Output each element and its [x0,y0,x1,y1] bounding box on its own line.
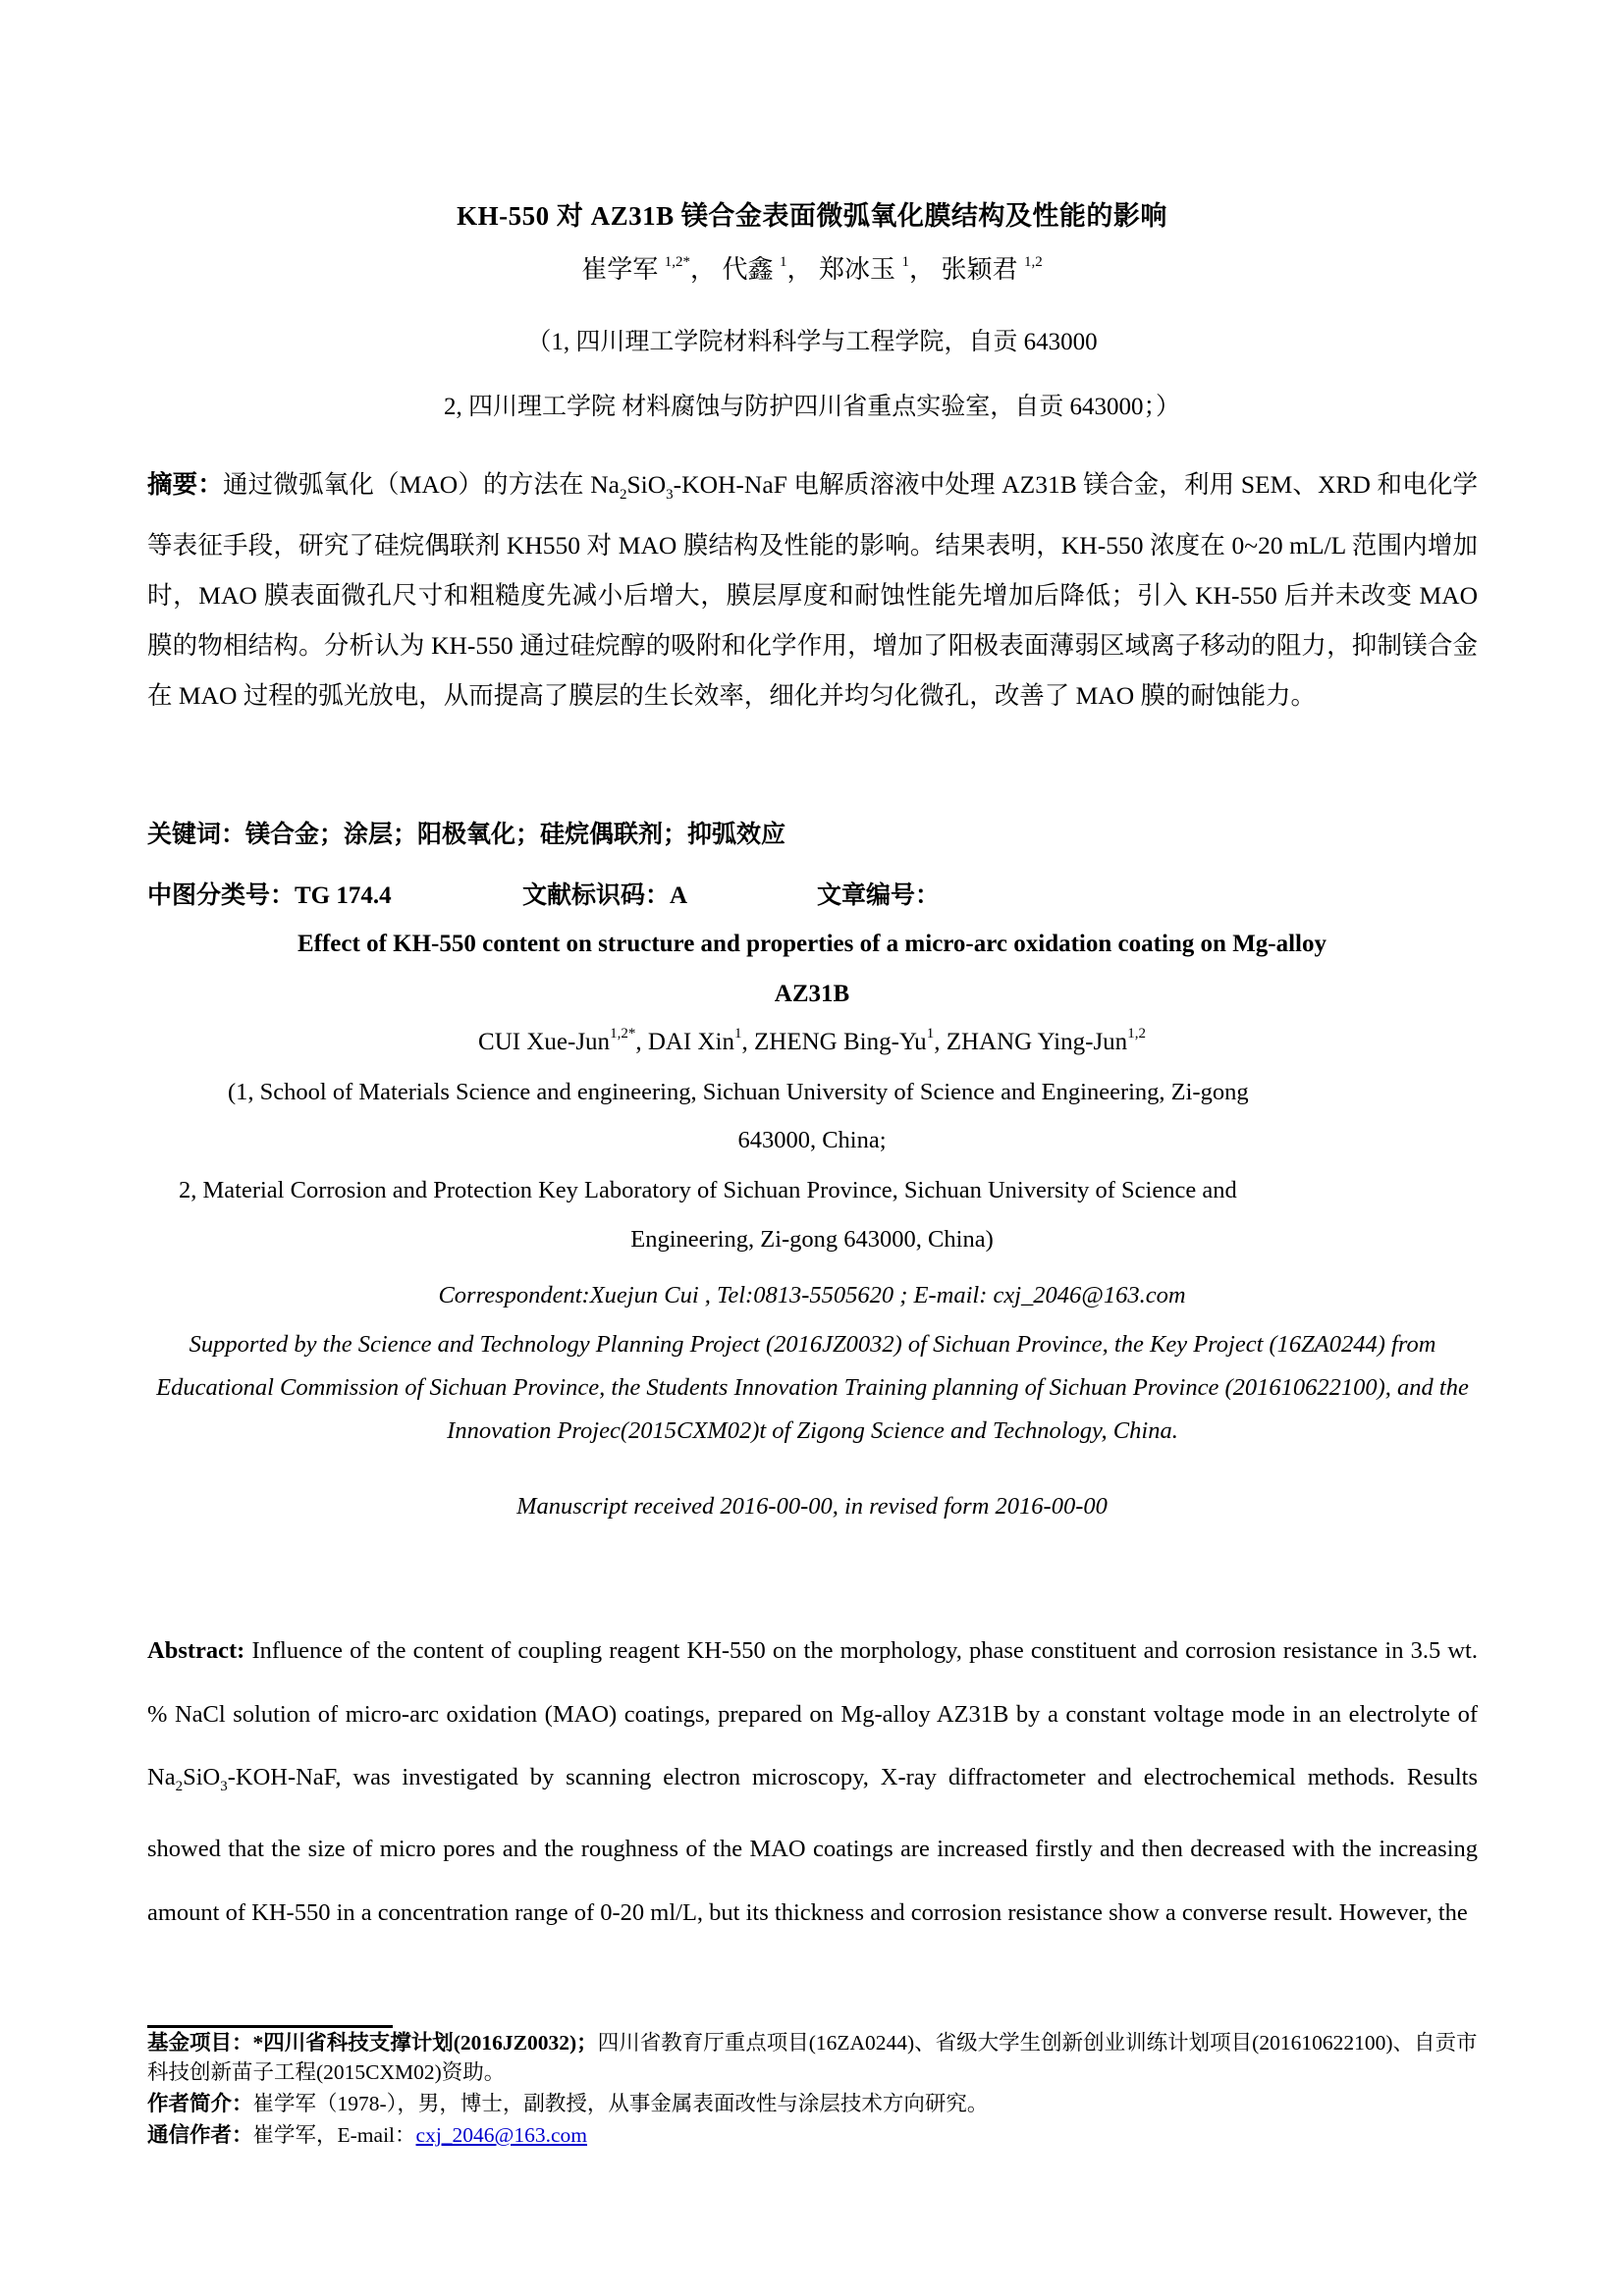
paper-title-en-line2: AZ31B [774,981,850,1007]
footnote-corresponding-author: 通信作者：崔学军，E-mail：cxj_2046@163.com [147,2123,587,2147]
affiliation-en-2-cont: Engineering, Zi-gong 643000, China) [630,1226,994,1253]
paper-title-cn: KH-550 对 AZ31B 镁合金表面微弧氧化膜结构及性能的影响 [457,201,1167,231]
author-cn: 张颖君 $^{1,2}$ [941,254,1043,284]
abstract-cn-label: 摘要： [147,470,224,499]
paper-title-en: Effect of KH-550 content on structure and properties of a micro-arc oxidation coating on Mg-alloy [297,931,1327,957]
author-en: CUI Xue-Jun$^{1,2*}$, [478,1026,648,1055]
author-en: ZHENG Bing-Yu$^1$, [754,1026,947,1055]
manuscript-dates: Manuscript received 2016-00-00, in revised form 2016-00-00 [516,1493,1108,1520]
classification-line [147,876,1483,911]
author-list-en [0,1026,1624,1056]
abstract-en-label: Abstract: [147,1637,245,1664]
author-en: ZHANG Ying-Jun$^{1,2}$ [946,1026,1146,1055]
author-cn: 代鑫 $^1$， [722,254,813,284]
affiliation-en-1: (1, School of Materials Science and engineering, Sichuan University of Science and Engineering, Zi-gong [228,1079,1249,1105]
affiliation-cn-2: 2, 四川理工学院 材料腐蚀与防护四川省重点实验室，自贡 643000；） [443,394,1180,420]
footnote-funding: 基金项目：*四川省科技支撑计划(2016JZ0032)；四川省教育厅重点项目(16ZA0244)、省级大学生创新创业训练计划项目(201610622100)、自贡市科技创新苗子工程(2015CXM02)资助。 [147,2031,1478,2084]
author-cn: 郑冰玉 $^1$， [819,254,936,284]
email-link[interactable]: cxj_2046@163.com [415,2123,587,2147]
affiliation-en-2: 2, Material Corrosion and Protection Key Laboratory of Sichuan Province, Sichuan University of Science and [179,1177,1237,1203]
footnote-author-bio: 作者简介：崔学军（1978-），男，博士，副教授，从事金属表面改性与涂层技术方向研究。 [147,2092,989,2115]
clc-number: 中图分类号：TG 174.4 [147,882,392,909]
document-code: 文献标识码：A [522,882,688,909]
author-list-cn [0,249,1624,286]
article-number: 文章编号： [817,882,941,909]
author-en: DAI Xin$^1$, [647,1026,754,1055]
abstract-cn: 摘要：通过微弧氧化（MAO）的方法在 $Na_2SiO_3-KOH$-NaF 电解质溶液中处理 AZ31B 镁合金，利用 SEM、XRD 和电化学等表征手段，研究了硅烷偶联剂 KH550 对 MAO 膜结构及性能的影响。结果表明，KH-550 浓度在 0~20 mL/L 范围内增加时，MAO 膜表面微孔尺寸和粗糙度先减小后增大，膜层厚度和耐蚀性能先增加后降低；引入 KH-550 后并未改变 MAO 膜的物相结构。分析认为 KH-550 通过硅烷醇的吸附和化学作用，增加了阳极表面薄弱区域离子移动的阻力，抑制镁合金在 MAO 过程的弧光放电，从而提高了膜层的生长效率，细化并均匀化微孔，改善了 MAO 膜的耐蚀能力。 [147,470,1478,711]
funding-statement: Supported by the Science and Technology Planning Project (2016JZ0032) of Sichuan Province, the Key Project (16ZA0244) from Educational Commission of Sichuan Province, the Students Innovation Training planning of Sichuan Province (201610622100), and the Innovation Projec(2015CXM02)t of Zigong Science and Technology, China. [156,1331,1469,1444]
author-cn: 崔学军 $^{1,2*}$， [581,254,716,284]
abstract-en: Abstract: Influence of the content of coupling reagent KH-550 on the morphology, phase constituent and corrosion resistance in 3.5 wt. % NaCl solution of micro-arc oxidation (MAO) coatings, prepared on Mg-alloy AZ31B by a constant voltage mode in an electrolyte of $Na_2SiO_3-KOH$-NaF, was investigated by scanning electron microscopy, X-ray diffractometer and electrochemical methods. Results showed that the size of micro pores and the roughness of the MAO coatings are increased firstly and then decreased with the increasing amount of KH-550 in a concentration range of 0-20 ml/L, but its thickness and corrosion resistance show a converse result. However, the [147,1637,1478,1926]
correspondent-info: Correspondent:Xuejun Cui , Tel:0813-5505620 ; E-mail: cxj_2046@163.com [438,1282,1186,1308]
affiliation-en-1-cont: 643000, China; [737,1127,887,1153]
affiliation-cn-1: （1, 四川理工学院材料科学与工程学院，自贡 643000 [526,329,1098,355]
keywords-cn: 关键词：镁合金；涂层；阳极氧化；硅烷偶联剂；抑弧效应 [147,822,786,848]
